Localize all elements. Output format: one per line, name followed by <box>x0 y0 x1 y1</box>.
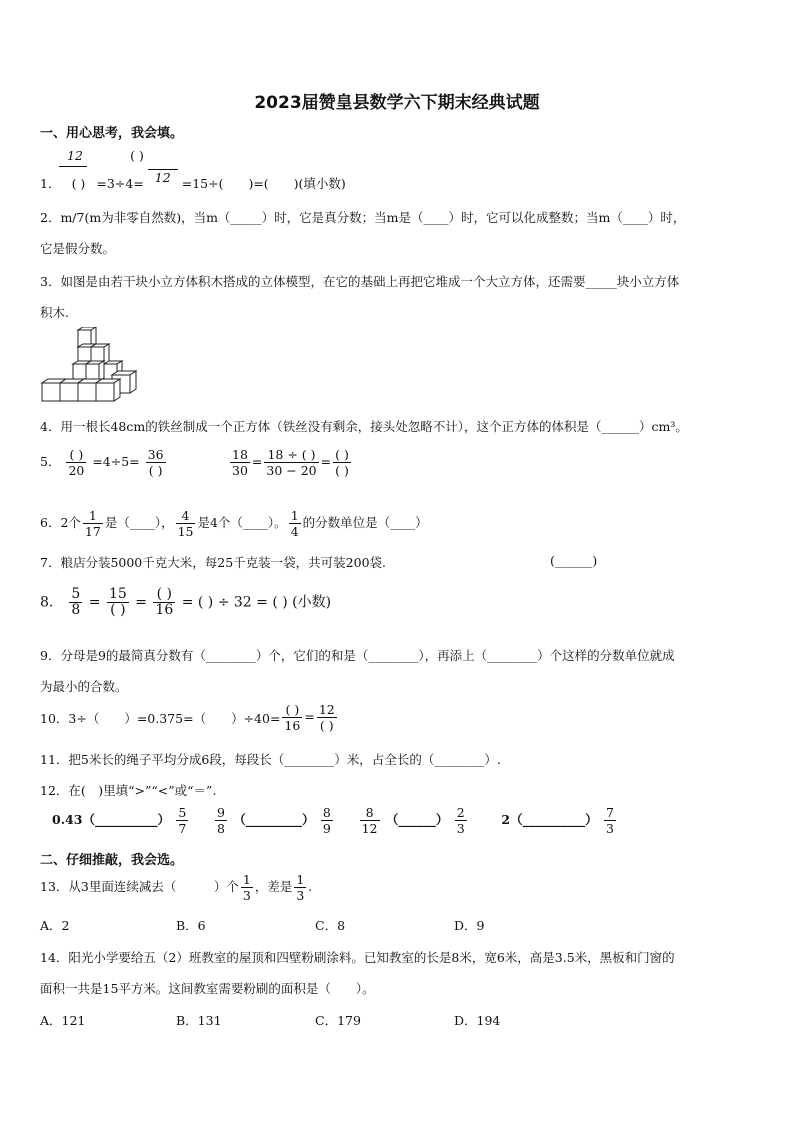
q13-fraction-1: $\frac{1}{3}$ <box>242 872 251 903</box>
q14-option-a[interactable]: A．121 <box>40 1013 86 1028</box>
q1-fraction-b-numerator: ( ) <box>130 148 144 163</box>
question-1 <box>40 170 346 192</box>
section-two-heading: 二、仔细推敲，我会选。 <box>40 853 184 868</box>
q10-fraction-1: $\frac{( )}{16}$ <box>284 702 301 733</box>
question-2-line-1: 2．m/7(m为非零自然数)，当m（_____）时，它是真分数；当m是（____）时，它可以化成整数；当m（____）时， <box>40 210 686 225</box>
q5-number: 5． <box>40 454 61 469</box>
q5-fraction-3: $\frac{18}{30}$ <box>232 447 248 478</box>
q8-fraction-1: $\frac{5}{8}$ <box>71 586 81 618</box>
page-title: 2023届赞皇县数学六下期末经典试题 <box>254 93 540 113</box>
q1-fraction-b-denominator: 12 <box>148 169 178 185</box>
question-3-line-2: 积木. <box>40 305 69 320</box>
question-9-line-1: 9．分母是9的最简真分数有（________）个，它们的和是（________），再添上（________）个这样的分数单位就成 <box>40 648 675 663</box>
q5-fraction-2: $\frac{36}{( )}$ <box>147 447 164 478</box>
q14-option-d[interactable]: D．194 <box>454 1013 501 1028</box>
q5-fraction-4: $\frac{18 \div ( )}{30 - 20}$ <box>266 447 317 478</box>
q12-compare-3-left-fraction: $\frac{8}{12}$ <box>361 805 378 836</box>
question-5 <box>40 447 168 478</box>
q13-fraction-2: $\frac{1}{3}$ <box>296 872 305 903</box>
q5-fraction-1: $\frac{( )}{20}$ <box>68 447 85 478</box>
q10-text: 10．3÷（ ）=0.375=（ ）÷40= <box>40 711 281 726</box>
q1-text-a: =3÷4= <box>96 176 144 191</box>
q8-fraction-2: $\frac{15}{( )}$ <box>108 586 127 618</box>
q14-option-b[interactable]: B．131 <box>176 1013 222 1028</box>
question-13: 13．从3里面连续减去（ ）个 $\frac{1}{3}$ ，差是 $\frac{1}{3}$ . <box>40 872 313 903</box>
q8-fraction-3: $\frac{( )}{16}$ <box>155 586 174 618</box>
q1-number: 1． <box>40 176 61 191</box>
q12-compare-1-left: 0.43（__________） <box>52 812 170 827</box>
q10-fraction-2: $\frac{12}{( )}$ <box>318 702 335 733</box>
q5-text-mid: =4÷5= <box>92 454 140 469</box>
q12-comparisons <box>52 805 618 836</box>
question-6: 6．2个 $\frac{1}{17}$ 是（____）， $\frac{4}{15}$ 是4个（____）。 $\frac{1}{4}$ 的分数单位是（____） <box>40 508 428 539</box>
question-10: 10．3÷（ ）=0.375=（ ）÷40= $\frac{( )}{16}$ = $\frac{12}{( )}$ <box>40 702 335 733</box>
q12-compare-1-fraction: $\frac{5}{7}$ <box>178 805 187 836</box>
q1-text-b: =15÷( )=( )(填小数) <box>181 176 346 191</box>
question-14-line-1: 14．阳光小学要给五（2）班教室的屋顶和四壁粉刷涂料。已知教室的长是8米，宽6米，高是3.5米，黑板和门窗的 <box>40 950 675 965</box>
q8-tail: = ( ) ÷ 32 = ( ) (小数) <box>181 594 332 611</box>
q13-option-c[interactable]: C．8 <box>315 918 346 933</box>
question-2-line-2: 它是假分数。 <box>40 241 116 256</box>
q14-option-c[interactable]: C．179 <box>315 1013 361 1028</box>
q1-fraction-a-bar <box>59 166 87 167</box>
q13-option-a[interactable]: A．2 <box>40 918 70 933</box>
question-4: 4．用一根长48cm的铁丝制成一个正方体（铁丝没有剩余，接头处忽略不计），这个正方体的体积是（______）cm³。 <box>40 419 688 434</box>
cube-stack-figure <box>38 327 142 405</box>
q6-fraction-1: $\frac{1}{17}$ <box>84 508 101 539</box>
q12-compare-4-fraction: $\frac{7}{3}$ <box>605 805 614 836</box>
q12-compare-3-right-fraction: $\frac{2}{3}$ <box>456 805 465 836</box>
cube <box>96 379 120 401</box>
cube <box>86 361 104 381</box>
q1-fraction-a-numerator: 12 <box>67 148 83 163</box>
q6-fraction-2: $\frac{4}{15}$ <box>177 508 194 539</box>
q1-fraction-a-denominator: ( ) <box>71 176 86 191</box>
q13-option-d[interactable]: D．9 <box>454 918 485 933</box>
q5-fraction-5: $\frac{( )}{( )}$ <box>335 447 349 478</box>
question-14-line-2: 面积一共是15平方米。这间教室需要粉刷的面积是（ ）。 <box>40 981 375 996</box>
question-7: 7．粮店分装5000千克大米，每25千克装一袋，共可装200袋. <box>40 555 387 570</box>
question-5-chain: $\frac{18}{30}$ = $\frac{18 \div ( )}{30 - 20}$ = $\frac{( )}{( )}$ <box>232 447 349 478</box>
question-3-line-1: 3．如图是由若干块小立方体积木搭成的立体模型，在它的基础上再把它堆成一个大立方体，还需要_____块小立方体 <box>40 274 680 289</box>
q12-compare-2-right-fraction: $\frac{8}{9}$ <box>322 805 331 836</box>
q13-option-b[interactable]: B．6 <box>176 918 206 933</box>
question-9-line-2: 为最小的合数。 <box>40 679 128 694</box>
question-8: 8． $\frac{5}{8}$ = $\frac{15}{( )}$ = $\frac{( )}{16}$ = ( ) ÷ 32 = ( ) (小数) <box>40 586 332 618</box>
q12-compare-3-blank: （______） <box>385 812 449 827</box>
question-11: 11．把5米长的绳子平均分成6段，每段长（________）米，占全长的（________）. <box>40 752 501 767</box>
question-12: 12．在( )里填“>”“<”或“＝”. <box>40 783 217 798</box>
q12-compare-2-blank: （_________） <box>233 812 315 827</box>
section-one-heading: 一、用心思考，我会填。 <box>40 126 184 141</box>
q12-compare-4-left: 2（__________） <box>501 812 598 827</box>
q7-answer-blank: (______) <box>550 553 598 568</box>
q12-compare-2-left-fraction: $\frac{9}{8}$ <box>216 805 225 836</box>
q6-fraction-3: $\frac{1}{4}$ <box>290 508 299 539</box>
